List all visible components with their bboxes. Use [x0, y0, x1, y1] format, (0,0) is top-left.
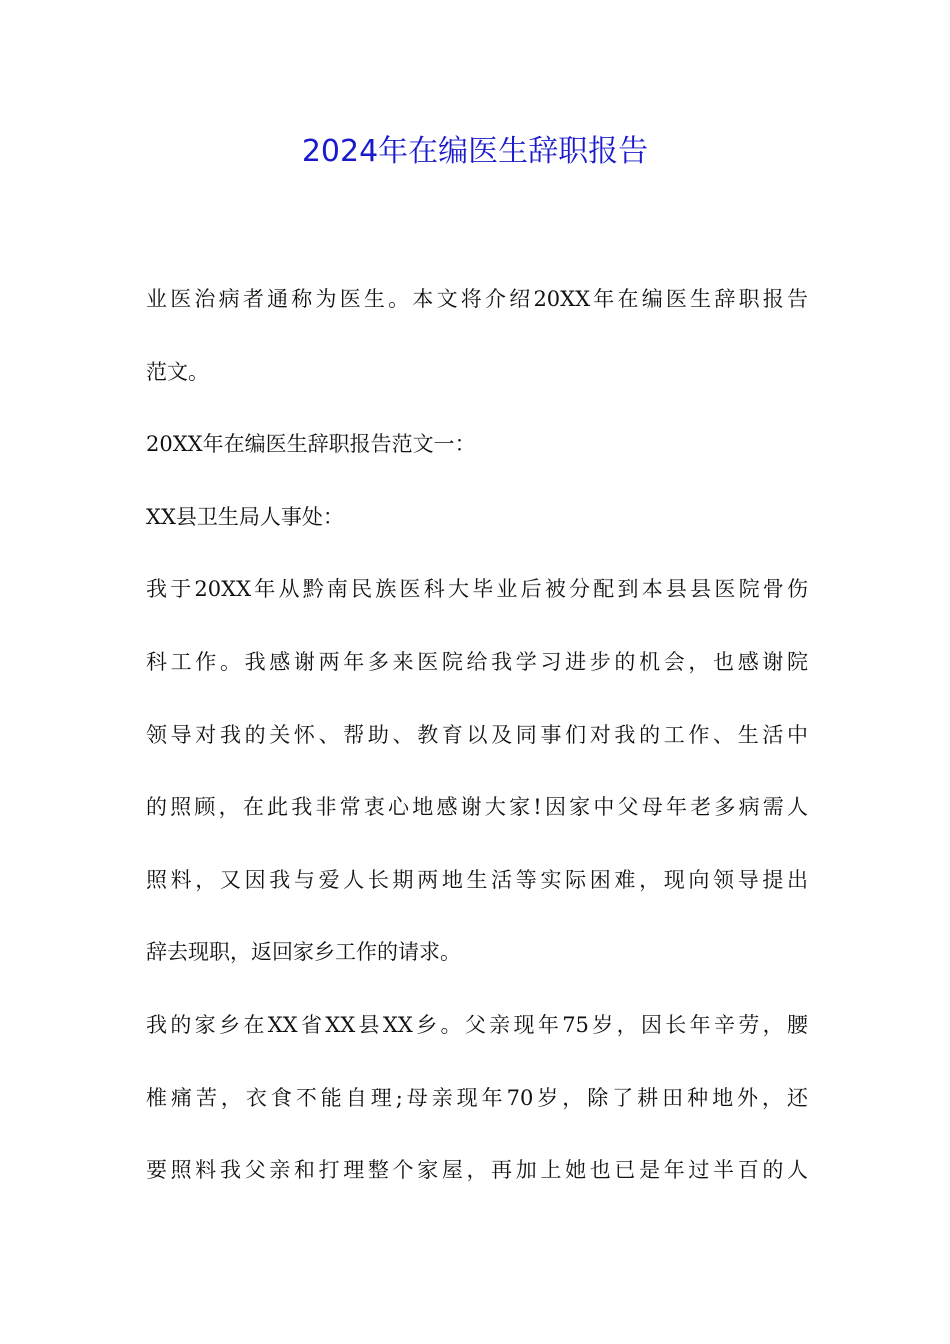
- body-text-line: 我于20XX年从黔南民族医科大毕业后被分配到本县县医院骨伤: [146, 577, 808, 602]
- body-text-line: 椎痛苦，衣食不能自理;母亲现年70岁，除了耕田种地外，还: [146, 1085, 808, 1110]
- body-text-line: 20XX年在编医生辞职报告范文一：: [146, 432, 476, 457]
- body-text-line: 照料，又因我与爱人长期两地生活等实际困难，现向领导提出: [146, 867, 808, 892]
- body-text-line: 领导对我的关怀、帮助、教育以及同事们对我的工作、生活中: [146, 722, 808, 747]
- body-text-line: 的照顾，在此我非常衷心地感谢大家!因家中父母年老多病需人: [146, 795, 808, 820]
- document-title: 2024年在编医生辞职报告: [301, 134, 649, 169]
- document-body: [146, 263, 808, 1207]
- body-text-line: 范文。: [146, 359, 209, 384]
- body-text-line: XX县卫生局人事处：: [146, 504, 344, 529]
- body-text-line: 要照料我父亲和打理整个家屋，再加上她也已是年过半百的人: [146, 1158, 808, 1183]
- body-text-line: 我的家乡在XX省XX县XX乡。父亲现年75岁，因长年辛劳，腰: [146, 1012, 808, 1037]
- body-text-line: 业医治病者通称为医生。本文将介绍20XX年在编医生辞职报告: [146, 287, 808, 311]
- body-text-line: 辞去现职，返回家乡工作的请求。: [146, 940, 461, 965]
- body-text-line: 科工作。我感谢两年多来医院给我学习进步的机会，也感谢院: [146, 649, 808, 674]
